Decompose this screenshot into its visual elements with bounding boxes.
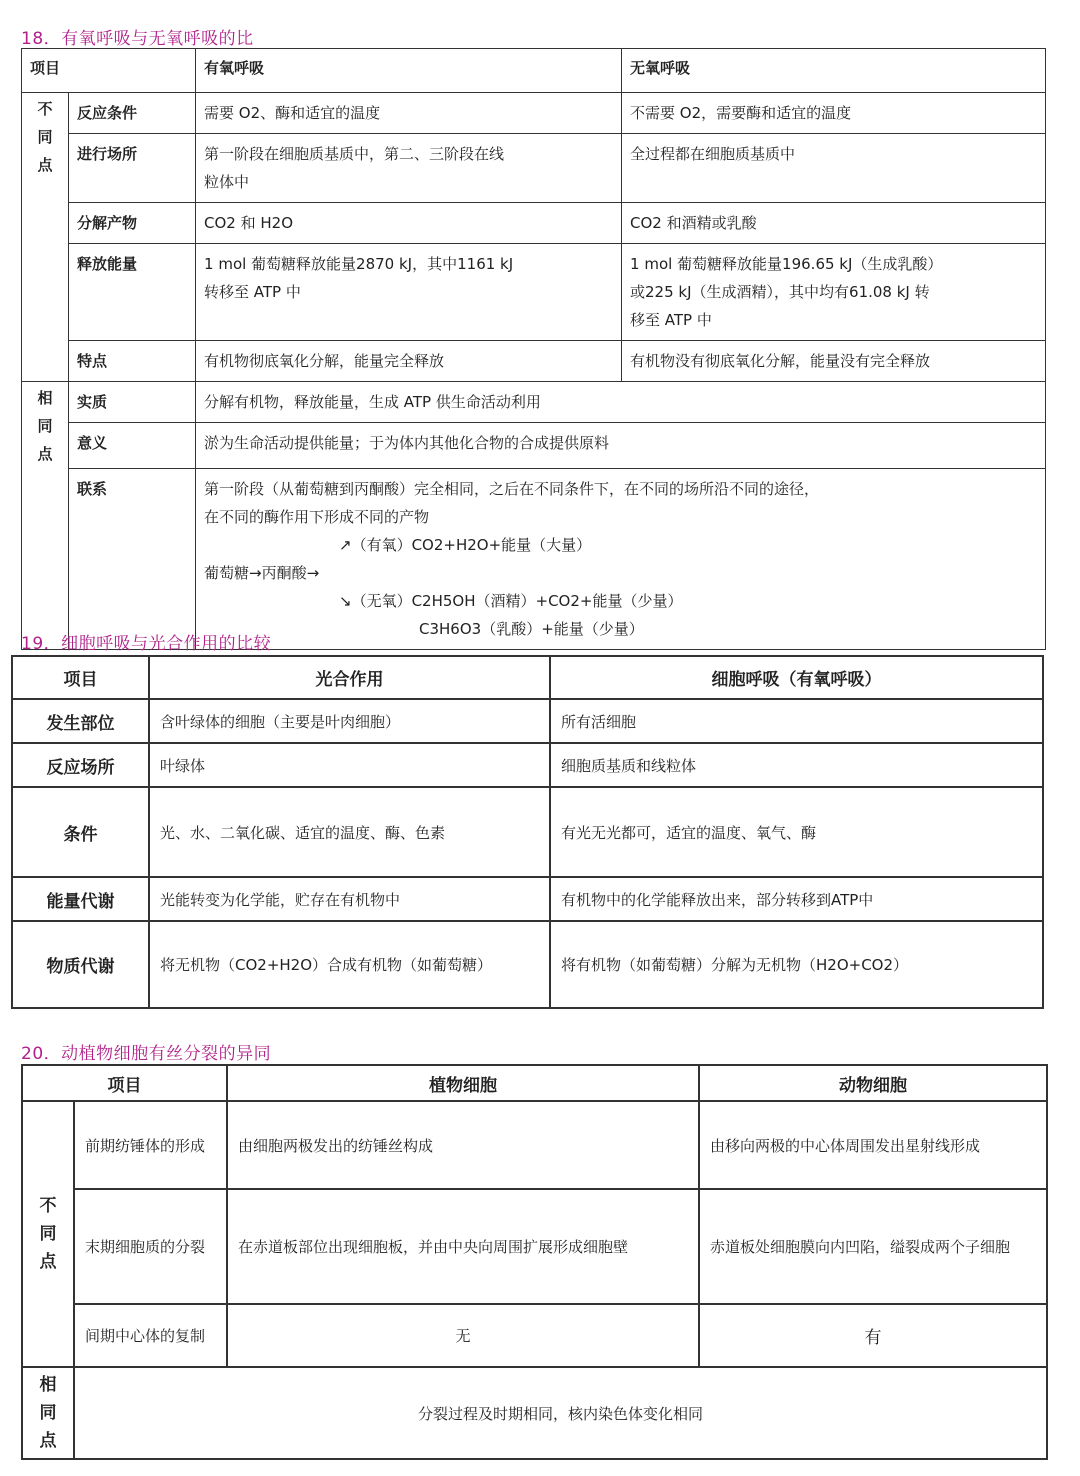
photosynthesis-cell: 含叶绿体的细胞（主要是叶肉细胞） bbox=[149, 699, 550, 743]
table-header-row bbox=[22, 49, 1046, 93]
row-label: 释放能量 bbox=[69, 244, 196, 341]
header-item: 项目 bbox=[22, 1065, 227, 1101]
table-row bbox=[22, 423, 1046, 469]
anaerobic-cell: CO2 和酒精或乳酸 bbox=[622, 203, 1046, 244]
row-label: 反应条件 bbox=[69, 93, 196, 134]
flow-anaerobic-branch: ↘（无氧）C2H5OH（酒精）+CO2+能量（少量） bbox=[339, 592, 683, 610]
photosynthesis-respiration-table bbox=[11, 655, 1044, 1009]
same-cell: 分裂过程及时期相同，核内染色体变化相同 bbox=[74, 1367, 1047, 1459]
header-item: 项目 bbox=[22, 49, 196, 93]
table-row bbox=[22, 203, 1046, 244]
respiration-cell: 细胞质基质和线粒体 bbox=[550, 743, 1043, 787]
section-19-title: 19．细胞呼吸与光合作用的比较 bbox=[21, 634, 272, 654]
respiration-cell: 有光无光都可，适宜的温度、氧气、酶 bbox=[550, 787, 1043, 877]
table-row bbox=[22, 341, 1046, 382]
respiration-cell: 所有活细胞 bbox=[550, 699, 1043, 743]
aerobic-cell: 1 mol 葡萄糖释放能量2870 kJ，其中1161 kJ 转移至 ATP 中 bbox=[196, 244, 622, 341]
row-label: 特点 bbox=[69, 341, 196, 382]
same-cell: 分解有机物，释放能量，生成 ATP 供生命活动利用 bbox=[196, 382, 1046, 423]
table-header-row bbox=[12, 656, 1043, 699]
row-label: 意义 bbox=[69, 423, 196, 469]
flow-glucose-pyruvate: 葡萄糖→丙酮酸→ bbox=[204, 564, 320, 582]
link-line: 第一阶段（从葡萄糖到丙酮酸）完全相同，之后在不同条件下，在不同的场所沿不同的途径， bbox=[204, 480, 820, 498]
table-row bbox=[12, 787, 1043, 877]
table-row bbox=[22, 134, 1046, 203]
header-photosynthesis: 光合作用 bbox=[149, 656, 550, 699]
anaerobic-cell: 1 mol 葡萄糖释放能量196.65 kJ（生成乳酸） 或225 kJ（生成酒精），其中均有61.08 kJ 转 移至 ATP 中 bbox=[622, 244, 1046, 341]
row-label: 反应场所 bbox=[12, 743, 149, 787]
animal-cell: 赤道板处细胞膜向内凹陷，缢裂成两个子细胞 bbox=[699, 1189, 1047, 1304]
aerobic-anaerobic-table bbox=[21, 48, 1046, 650]
animal-cell: 有 bbox=[699, 1304, 1047, 1367]
same-cell: 淤为生命活动提供能量；于为体内其他化合物的合成提供原料 bbox=[196, 423, 1046, 469]
table-header-row bbox=[22, 1065, 1047, 1101]
table-row bbox=[12, 877, 1043, 921]
aerobic-cell: 需要 O2、酶和适宜的温度 bbox=[196, 93, 622, 134]
table-row bbox=[22, 1367, 1047, 1459]
flow-aerobic-branch: ↗（有氧）CO2+H2O+能量（大量） bbox=[339, 536, 592, 554]
respiration-cell: 有机物中的化学能释放出来，部分转移到ATP中 bbox=[550, 877, 1043, 921]
aerobic-cell: 第一阶段在细胞质基质中，第二、三阶段在线 粒体中 bbox=[196, 134, 622, 203]
header-respiration: 细胞呼吸（有氧呼吸） bbox=[550, 656, 1043, 699]
table-row bbox=[22, 1101, 1047, 1189]
table-row bbox=[12, 699, 1043, 743]
flow-lactic-branch: C3H6O3（乳酸）+能量（少量） bbox=[419, 620, 644, 638]
anaerobic-cell: 全过程都在细胞质基质中 bbox=[622, 134, 1046, 203]
link-line: 在不同的酶作用下形成不同的产物 bbox=[204, 508, 430, 526]
row-label: 分解产物 bbox=[69, 203, 196, 244]
photosynthesis-cell: 光、水、二氧化碳、适宜的温度、酶、色素 bbox=[149, 787, 550, 877]
aerobic-cell: 有机物彻底氧化分解，能量完全释放 bbox=[196, 341, 622, 382]
table-row bbox=[12, 921, 1043, 1008]
mitosis-comparison-table bbox=[21, 1064, 1048, 1460]
aerobic-cell: CO2 和 H2O bbox=[196, 203, 622, 244]
row-label: 前期纺锤体的形成 bbox=[74, 1101, 227, 1189]
row-label: 间期中心体的复制 bbox=[74, 1304, 227, 1367]
table-row bbox=[12, 743, 1043, 787]
header-item: 项目 bbox=[12, 656, 149, 699]
header-aerobic: 有氧呼吸 bbox=[196, 49, 622, 93]
plant-cell: 无 bbox=[227, 1304, 699, 1367]
row-label: 物质代谢 bbox=[12, 921, 149, 1008]
row-label: 实质 bbox=[69, 382, 196, 423]
table-row bbox=[22, 244, 1046, 341]
table-row bbox=[22, 1304, 1047, 1367]
header-anaerobic: 无氧呼吸 bbox=[622, 49, 1046, 93]
row-label: 进行场所 bbox=[69, 134, 196, 203]
anaerobic-cell: 不需要 O2，需要酶和适宜的温度 bbox=[622, 93, 1046, 134]
row-label: 条件 bbox=[12, 787, 149, 877]
photosynthesis-cell: 叶绿体 bbox=[149, 743, 550, 787]
header-animal: 动物细胞 bbox=[699, 1065, 1047, 1101]
animal-cell: 由移向两极的中心体周围发出星射线形成 bbox=[699, 1101, 1047, 1189]
same-group-label: 相 同 点 bbox=[22, 1367, 74, 1459]
plant-cell: 由细胞两极发出的纺锤丝构成 bbox=[227, 1101, 699, 1189]
row-label: 末期细胞质的分裂 bbox=[74, 1189, 227, 1304]
anaerobic-cell: 有机物没有彻底氧化分解，能量没有完全释放 bbox=[622, 341, 1046, 382]
section-18-title: 18．有氧呼吸与无氧呼吸的比 bbox=[21, 29, 254, 49]
diff-group-label: 不 同 点 bbox=[22, 93, 69, 382]
table-row bbox=[22, 382, 1046, 423]
photosynthesis-cell: 光能转变为化学能，贮存在有机物中 bbox=[149, 877, 550, 921]
link-cell bbox=[196, 469, 1046, 650]
section-20-title: 20．动植物细胞有丝分裂的异同 bbox=[21, 1044, 272, 1064]
row-label: 能量代谢 bbox=[12, 877, 149, 921]
row-label: 联系 bbox=[69, 469, 196, 650]
table-row bbox=[22, 469, 1046, 650]
row-label: 发生部位 bbox=[12, 699, 149, 743]
respiration-cell: 将有机物（如葡萄糖）分解为无机物（H2O+CO2） bbox=[550, 921, 1043, 1008]
photosynthesis-cell: 将无机物（CO2+H2O）合成有机物（如葡萄糖） bbox=[149, 921, 550, 1008]
header-plant: 植物细胞 bbox=[227, 1065, 699, 1101]
plant-cell: 在赤道板部位出现细胞板，并由中央向周围扩展形成细胞壁 bbox=[227, 1189, 699, 1304]
table-row bbox=[22, 1189, 1047, 1304]
table-row bbox=[22, 93, 1046, 134]
diff-group-label: 不 同 点 bbox=[22, 1101, 74, 1367]
same-group-label: 相 同 点 bbox=[22, 382, 69, 650]
